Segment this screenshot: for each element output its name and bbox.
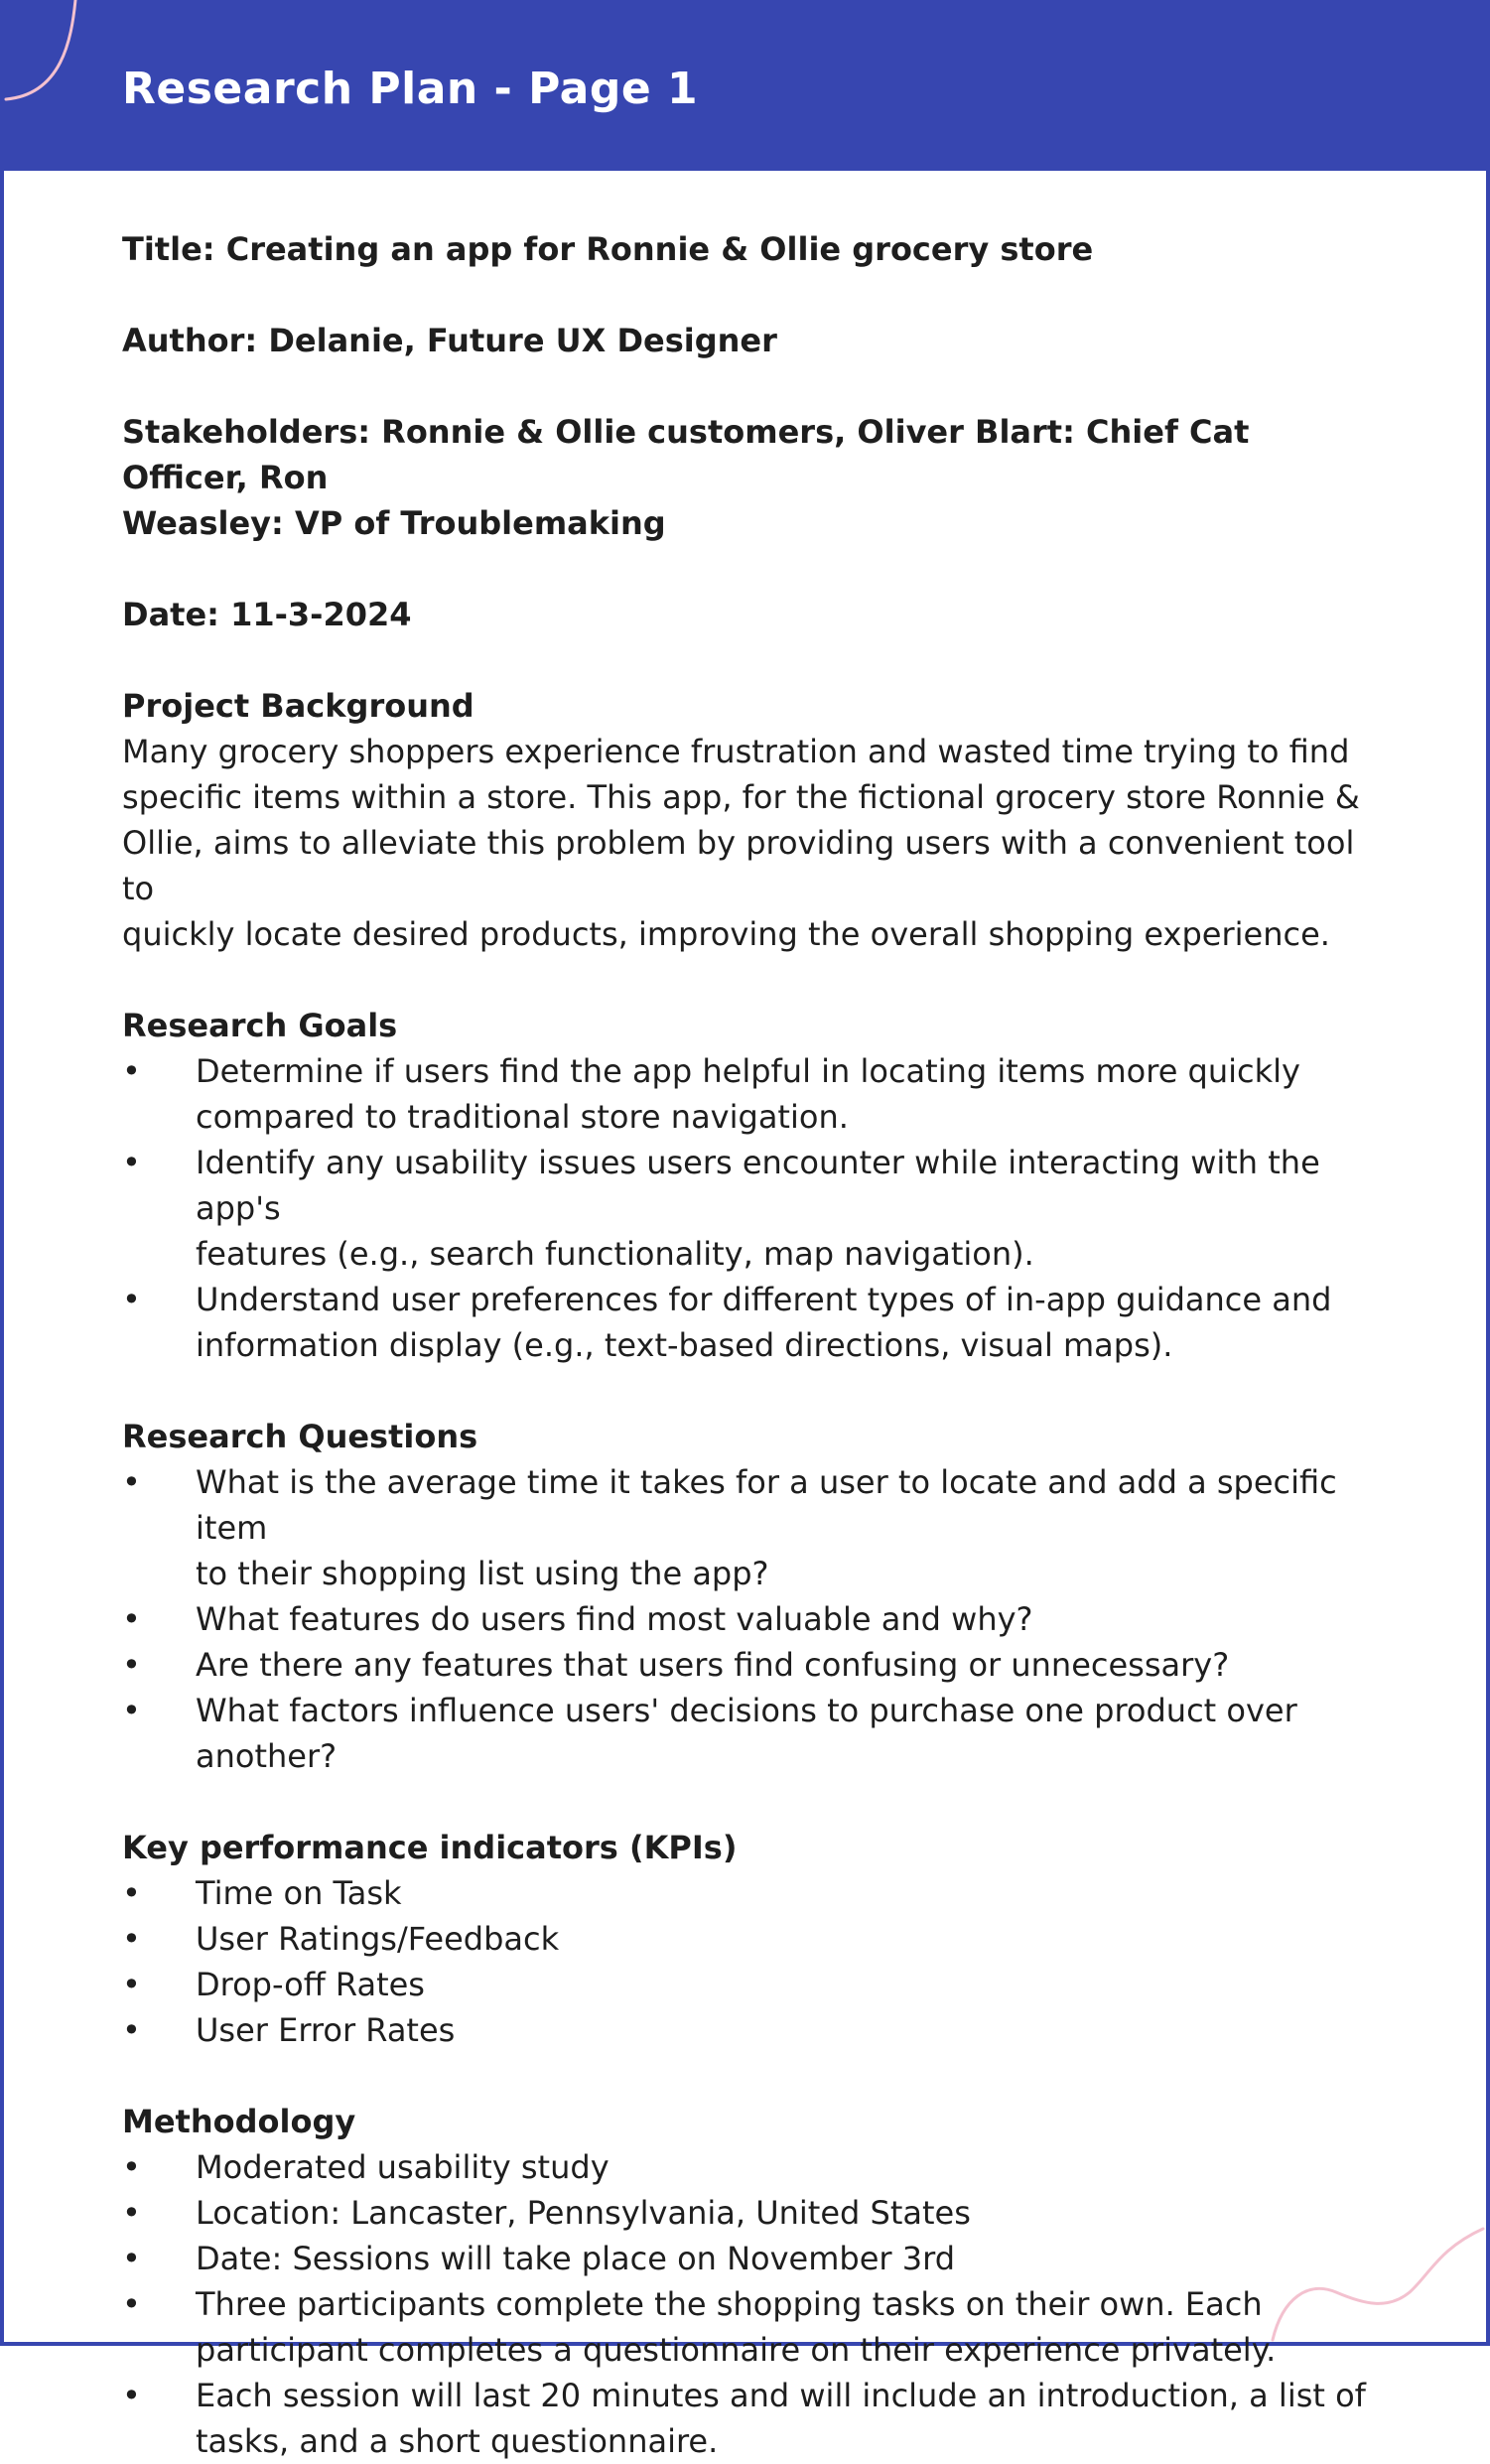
bullet-icon: • (122, 1281, 141, 1318)
list-item (122, 2144, 1373, 2190)
list-item (122, 1962, 1373, 2007)
bullet-icon: • (122, 2377, 141, 2414)
date-line: Date: 11-3-2024 (122, 596, 412, 633)
list-item-text: What features do users find most valuable and why? (196, 1600, 1033, 1638)
kpis-list (122, 1870, 1373, 2053)
bullet-icon: • (122, 1144, 141, 1181)
list-item-text: participant completes a questionnaire on their experience privately. (196, 2331, 1277, 2369)
author-line: Author: Delanie, Future UX Designer (122, 322, 777, 359)
list-item-text: compared to traditional store navigation. (196, 1098, 849, 1136)
background-line: Many grocery shoppers experience frustration and wasted time trying to find (122, 733, 1350, 770)
bullet-icon: • (122, 2240, 141, 2277)
list-item-text: information display (e.g., text-based directions, visual maps). (196, 1326, 1173, 1364)
bullet-icon: • (122, 1600, 141, 1638)
list-item-text: Each session will last 20 minutes and will include an introduction, a list of (196, 2377, 1366, 2414)
methodology-list (122, 2144, 1373, 2464)
section-heading-kpis: Key performance indicators (KPIs) (122, 1829, 738, 1866)
list-item (122, 2007, 1373, 2053)
list-item (122, 2190, 1373, 2236)
list-item-text: User Error Rates (196, 2011, 456, 2049)
list-item (122, 2373, 1373, 2464)
background-line: specific items within a store. This app, for the fictional grocery store Ronnie & (122, 778, 1360, 816)
list-item (122, 1277, 1373, 1368)
list-item-text: Date: Sessions will take place on November 3rd (196, 2240, 955, 2277)
bullet-icon: • (122, 1920, 141, 1958)
bullet-icon: • (122, 1646, 141, 1684)
list-item-text: features (e.g., search functionality, map navigation). (196, 1235, 1034, 1273)
stakeholders-line-continued: Weasley: VP of Troublemaking (122, 504, 666, 542)
bullet-icon: • (122, 1692, 141, 1729)
list-item-text: Moderated usability study (196, 2148, 610, 2186)
bullet-icon: • (122, 2011, 141, 2049)
list-item-text: Determine if users find the app helpful in locating items more quickly (196, 1052, 1300, 1090)
bullet-icon: • (122, 1052, 141, 1090)
list-item (122, 1596, 1373, 1642)
list-item-text: Drop-off Rates (196, 1966, 425, 2003)
list-item-text: Three participants complete the shopping tasks on their own. Each (196, 2285, 1263, 2323)
doc-title-line: Title: Creating an app for Ronnie & Ollie grocery store (122, 230, 1094, 268)
background-line: quickly locate desired products, improving the overall shopping experience. (122, 915, 1330, 953)
list-item-text: Are there any features that users find confusing or unnecessary? (196, 1646, 1230, 1684)
list-item (122, 2236, 1373, 2281)
page-header (0, 0, 1490, 171)
bullet-icon: • (122, 1874, 141, 1912)
bullet-icon: • (122, 2285, 141, 2323)
section-heading-methodology: Methodology (122, 2103, 356, 2140)
list-item-text: Identify any usability issues users encounter while interacting with the app's (196, 1144, 1320, 1227)
questions-list (122, 1459, 1373, 1779)
list-item-text: Understand user preferences for different types of in-app guidance and (196, 1281, 1332, 1318)
list-item (122, 1140, 1373, 1277)
section-heading-goals: Research Goals (122, 1007, 398, 1044)
section-heading-background: Project Background (122, 687, 474, 725)
list-item (122, 1048, 1373, 1140)
list-item (122, 1642, 1373, 1688)
section-heading-questions: Research Questions (122, 1418, 478, 1455)
document-body (122, 226, 1373, 2464)
list-item-text: What factors influence users' decisions to purchase one product over (196, 1692, 1297, 1729)
list-item (122, 1459, 1373, 1596)
list-item-text: Time on Task (196, 1874, 402, 1912)
goals-list (122, 1048, 1373, 1368)
page-title: Research Plan - Page 1 (122, 64, 699, 114)
list-item (122, 1688, 1373, 1779)
list-item (122, 2281, 1373, 2373)
list-item-text: User Ratings/Feedback (196, 1920, 560, 1958)
list-item-text: What is the average time it takes for a user to locate and add a specific item (196, 1463, 1337, 1547)
list-item (122, 1870, 1373, 1916)
background-line: Ollie, aims to alleviate this problem by providing users with a convenient tool to (122, 824, 1355, 907)
bullet-icon: • (122, 1966, 141, 2003)
bullet-icon: • (122, 1463, 141, 1501)
list-item-text: tasks, and a short questionnaire. (196, 2422, 719, 2460)
list-item-text: Location: Lancaster, Pennsylvania, United States (196, 2194, 971, 2232)
list-item (122, 1916, 1373, 1962)
list-item-text: to their shopping list using the app? (196, 1555, 769, 1592)
bullet-icon: • (122, 2194, 141, 2232)
bullet-icon: • (122, 2148, 141, 2186)
stakeholders-line: Stakeholders: Ronnie & Ollie customers, Oliver Blart: Chief Cat Officer, Ron (122, 413, 1250, 496)
list-item-text: another? (196, 1737, 338, 1775)
